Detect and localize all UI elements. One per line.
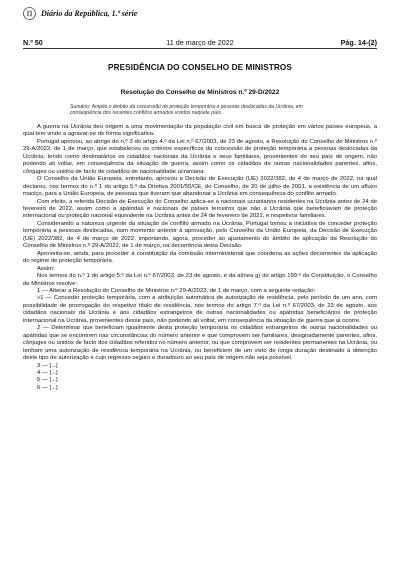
list-item: 6 — [...] [37,384,58,391]
issue-number: N.º 50 [23,38,43,47]
paragraph: Com efeito, a referida Decisão de Execução do Conselho aplica-se a nacionais ucranianos residentes na Ucrânia antes de 24 de fevereiro de 2022, assim como a apátridas e nacionais de países terceiros que não a Ucrânia que beneficiavam de proteção internacional ou proteção nacional equivalente na Ucrânia antes de 24 de fevereiro de 2022, e respetivos familiares. [23,198,377,220]
paragraph: 2 — Determinar que beneficiam igualmente desta proteção temporária os cidadãos estrangeiros de outras nacionalidades ou apátridas que se encontrem nas circunstâncias do número anterior e que comprovem ser familiares, designadamente parentes, afins, cônjuges ou unidos de facto dos cidadãos referidos no número anterior, ou que comprovem ser residentes permanentes na Ucrânia, ou tenham uma autorização de residência temporária na Ucrânia, ou beneficiem de um visto de longa duração destinado à obtenção deste tipo de autorização e cujo regresso seguro e duradouro ao seu país de origem não seja possível. [23,325,377,362]
resolution-title: Resolução do Conselho de Ministros n.º 29-D/2022 [120,89,280,96]
paragraph: O Conselho da União Europeia, entretanto, aprovou a Decisão de Execução (UE) 2022/382, de 4 de março de 2022, na qual declarou, nos termos do n.º 1 do artigo 5.º da Diretiva 2001/55/CE, do Conselho, de 20 de julho de 2001, a existência de um afluxo maciço, para a União Europeia, de pessoas que tiveram que abandonar a Ucrânia em consequência do conflito armado. [23,176,377,198]
paragraph: Assim: [37,265,55,272]
list-item: 5 — [...] [37,377,58,384]
paragraph: Nos termos do n.º 1 do artigo 5.º da Lei n.º 67/2003, de 23 de agosto, e da alínea g) do artigo 199.º da Constituição, o Conselho de Ministros resolve: [23,273,377,287]
paragraph: Aproveita-se, ainda, para proceder à constituição da comissão interministerial que coordena as ações decorrentes da aplicação do regime de proteção temporária. [23,250,377,265]
paragraph: «1 — Conceder proteção temporária, com a atribuição automática de autorização de residência, pelo período de um ano, com possibilidade de prorrogação do respetivo título de residência, nos termos do artigo 7.º da Lei n.º 67/2003, de 23 de agosto, aos cidadãos nacionais da Ucrânia e aos cidadãos estrangeiros de outras nacionalidades ou apátridas beneficiários de proteção internacional na Ucrânia, provenientes desse país, não podendo ali voltar, em consequência da situação de guerra que aí ocorre. [23,295,377,324]
header-divider [23,48,377,49]
journal-header [23,3,377,23]
journal-title: Diário da República, 1.ª série [41,8,138,18]
paragraph: 1 — Alterar a Resolução do Conselho de Ministros n.º 29-A/2022, de 1 de março, com a seguinte redação: [37,287,316,294]
document-body [23,124,377,392]
issuer-heading: PRESIDÊNCIA DO CONSELHO DE MINISTROS [108,63,292,72]
list-item: 4 — [...] [37,369,58,376]
summary: Sumário: Amplia o âmbito da concessão de proteção temporária a pessoas deslocadas da Ucrânia, em consequência dos recentes conflitos armados vividos naquele país. [70,104,303,117]
page-number: Pág. 14-(2) [340,38,377,47]
list-item: 3 — [...] [37,362,58,369]
paragraph: Portugal aprovou, ao abrigo do n.º 3 do artigo 4.º da Lei n.º 67/2003, de 23 de agosto, a Resolução do Conselho de Ministros n.º 29-A/2022, de 1 de março, que estabeleceu os critérios específicos da concessão de proteção temporária a pessoas deslocadas da Ucrânia, tendo como destinatários os cidadãos nacionais da Ucrânia e seus familiares, provenientes do seu país de origem, não podendo ali voltar, em consequência da situação de guerra, assim como os cidadãos de outras nacionalidades parentes, afins, cônjuges ou unidos de facto de cidadãos de nacionalidade ucraniana. [23,138,377,175]
issue-date: 11 de março de 2022 [166,38,234,47]
paragraph: A guerra na Ucrânia deu origem a uma movimentação da população civil em busca de proteção em vários países europeus, a qual tem vindo a agravar-se de forma significativa. [23,124,377,138]
portugal-coat-of-arms-icon [23,7,36,20]
paragraph: Considerando a natureza urgente da situação de conflito armado na Ucrânia, Portugal tomou a iniciativa de conceder proteção temporária a pessoas deslocadas, num momento anterior à aprovação, pelo Conselho da União Europeia, da Decisão de Execução (UE) 2022/382, de 4 de março de 2022, importando, agora, proceder ao ajustamento do âmbito de aplicação da Resolução do Conselho de Ministros n.º 29-A/2022, de 1 de março, na decorrência desta Decisão. [23,220,377,250]
